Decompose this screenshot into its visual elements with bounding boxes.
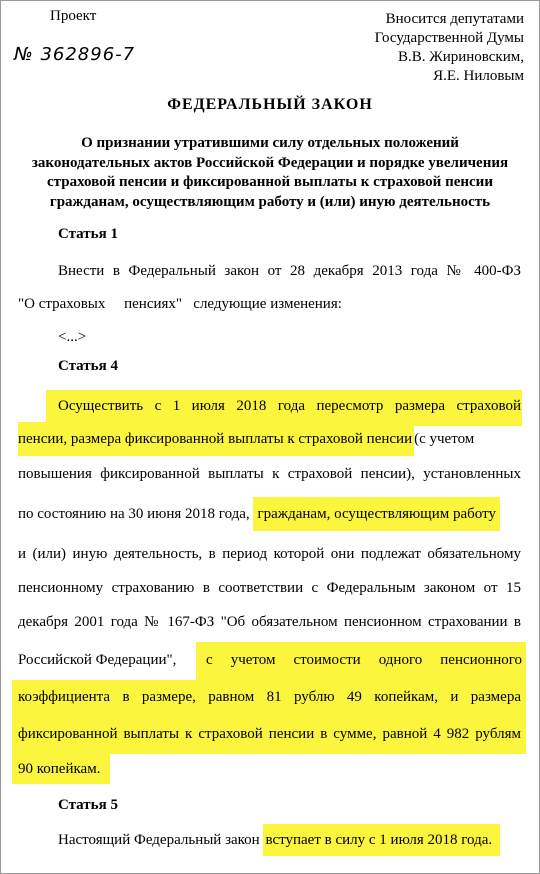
project-label: Проект [50,8,97,24]
article-4-text: (с учетом [414,431,475,447]
article-4-line: и (или) иную деятельность, в период которой они подлежат обязательному [18,546,521,562]
article-1-text: "О страховых [18,296,106,312]
article-4-line: декабря 2001 года № 167-ФЗ "Об обязательном пенсионном страховании в [18,614,521,630]
omission-mark: <...> [58,329,87,345]
article-5-heading: Статья 5 [58,797,118,813]
article-4-line: фиксированной выплаты к страховой пенсии в сумме, равной 4 982 рублям [18,726,521,742]
article-4-text: Российской Федерации", [18,652,177,668]
article-4-line: пенсионному страхованию в соответствии с Федеральным законом от 15 [18,580,521,596]
highlighted-text: пенсии, размера фиксированной выплаты к страховой пенсии [18,422,414,456]
article-4-text: по состоянию на 30 июня 2018 года, [18,506,250,522]
article-4-line: повышения фиксированной выплаты к страховой пенсии), установленных [18,466,521,482]
bill-number-handwritten: № 362896-7 [14,44,136,65]
highlighted-text: гражданам, осуществляющим работу [253,497,500,531]
article-4-line: Осуществить с 1 июля 2018 года пересмотр размера страховой [58,398,521,414]
article-4-heading: Статья 4 [58,358,118,374]
subtitle-line: страховой пенсии и фиксированной выплаты к страховой пенсии [47,174,493,190]
article-1-text: следующие изменения: [193,296,342,312]
highlighted-text: вступает в силу с 1 июля 2018 года. [263,824,500,856]
article-1-line [18,296,342,313]
introduced-line: В.В. Жириновским, [398,49,524,65]
introduced-by [375,10,524,86]
article-4-line: коэффициента в размере, равном 81 рублю 49 копейкам, и размера [18,689,521,705]
law-subtitle [20,134,520,212]
subtitle-line: О признании утратившими силу отдельных положений [81,135,459,151]
article-1-heading: Статья 1 [58,226,118,242]
article-5-text: Настоящий Федеральный закон [58,832,260,848]
law-title: ФЕДЕРАЛЬНЫЙ ЗАКОН [167,96,373,113]
article-1-text: пенсиях" [124,296,183,312]
article-4-line [18,652,522,669]
article-4-line: 90 копейкам. [18,761,101,777]
article-4-line [18,506,522,523]
subtitle-line: законодательных актов Российской Федерации и порядке увеличения [31,154,509,171]
introduced-line: Я.Е. Ниловым [433,68,524,84]
article-5-line [58,832,528,849]
subtitle-line: гражданам, осуществляющим работу и (или) иную деятельность [49,193,491,210]
introduced-line: Государственной Думы [374,30,524,46]
highlighted-text: с учетом стоимости одного пенсионного [206,652,522,668]
article-1-line: Внести в Федеральный закон от 28 декабря 2013 года № 400-ФЗ [58,263,521,279]
introduced-line: Вносится депутатами [385,11,524,27]
article-4-line [18,431,522,448]
